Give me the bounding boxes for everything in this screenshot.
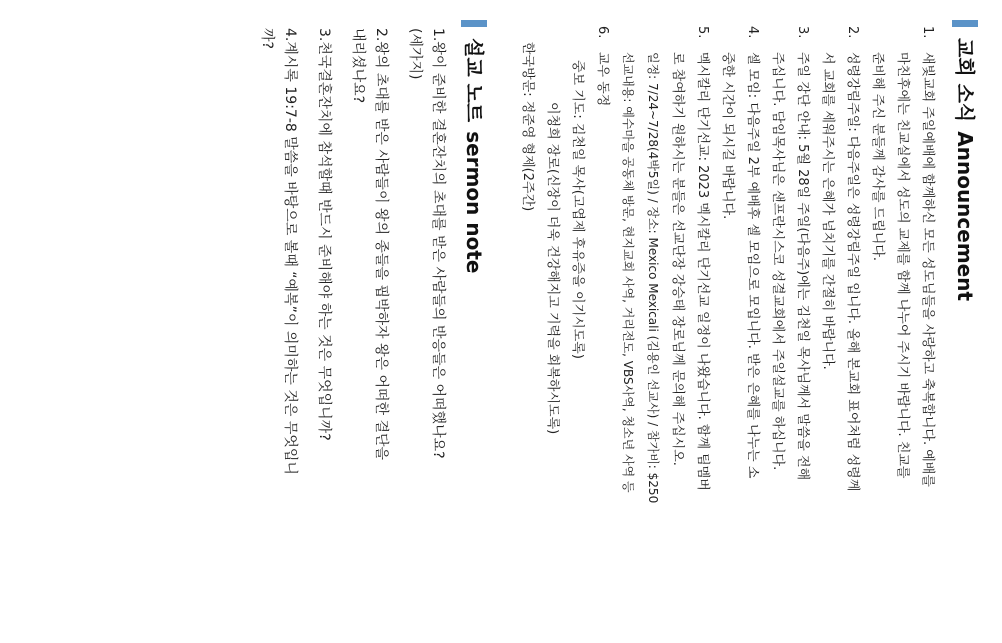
announcement-list (515, 20, 940, 623)
announcement-item-6 (515, 26, 615, 623)
announcement-item-5 (615, 26, 715, 623)
item-number: 4. (745, 26, 760, 39)
item-line: 한국방문: 정준영 형제(2주간) (520, 42, 535, 212)
question-line: 내리셨나요? (350, 28, 366, 104)
sermon-title-ko: 설교 노트 (462, 38, 486, 123)
announcement-item-1 (865, 26, 940, 623)
question-line: 까? (259, 28, 275, 49)
item-number: 6. (595, 26, 610, 39)
sermon-section (255, 20, 487, 623)
item-line: 일정: 7/24~7/28(4박5일) / 장소: Mexico Mexicali (김용인 선교사) / 참가비: $250 (646, 52, 660, 504)
question-line: 1.왕이 준비한 결혼잔치의 초대를 받은 사람들의 반응들은 어떠했나요? (430, 28, 446, 459)
item-line: 중한 시간이 되시길 바랍니다. (720, 52, 735, 220)
sermon-question-2 (346, 28, 392, 623)
item-line: 교우 동정 (595, 52, 610, 107)
item-line: 서 교회를 세워주시는 은혜가 넘치기를 간절히 바랍니다. (820, 52, 835, 370)
question-line: (세가지) (407, 28, 423, 80)
item-line: 마친후에는 친교실에서 성도의 교제를 함께 나누어 주시기 바랍니다. 친교를 (895, 52, 910, 479)
sermon-question-4 (255, 28, 301, 623)
sermon-question-1 (403, 28, 449, 623)
item-line: 주일 강단 안내: 5월 28일 주일(다음주)에는 김천일 목사님께서 말씀을 전해 (795, 52, 810, 481)
item-number: 1. (920, 26, 935, 39)
item-line: 로 참여하기 원하시는 분들은 선교단장 강승태 장로님께 문의해 주십시오. (670, 52, 685, 466)
sermon-questions (255, 20, 449, 623)
question-line: 4.계시록 19:7-8 말씀을 바탕으로 볼때 “예복”이 의미하는 것은 무엇입니 (282, 28, 298, 475)
announcement-item-2 (815, 26, 865, 623)
item-number: 3. (795, 26, 810, 39)
question-line: 2.왕의 초대를 받은 사람들이 왕의 종들을 핍박하자 왕은 어떠한 결단을 (373, 28, 389, 461)
announcement-title-ko: 교회 소식 (953, 38, 977, 123)
item-line: 멕시칼리 단기선교: 2023 멕시칼리 단기선교 일정이 나왔습니다. 함께 팀멤버 (695, 52, 710, 491)
section-gap (487, 20, 515, 623)
item-line: 이청희 장로(신장이 더욱 건강해지고 기력을 회복하시도록) (545, 102, 560, 435)
announcement-item-4 (715, 26, 765, 623)
announcement-title (952, 20, 978, 623)
item-line: 성령강림주일: 다음주일은 성령강림주일 입니다. 올해 본교회 표어처럼 성령께 (845, 52, 860, 492)
item-line: 준비해 주신 분들께 감사를 드립니다. (870, 52, 885, 262)
item-line: 선교내용: 예수마을 공동체 방문, 현지교회 사역, 거리전도, VBS사역, 청소년 사역 등 (621, 52, 635, 493)
sermon-title (461, 20, 487, 623)
item-number: 2. (845, 26, 860, 39)
item-line: 새빛교회 주일예배에 함께하신 모든 성도님들을 사랑하고 축복합니다. 예배를 (920, 52, 935, 487)
announcement-item-3 (765, 26, 815, 623)
item-line: 셀 모임: 다음주일 2부 예배후 셀 모임으로 모입니다. 받은 은혜를 나누는 소 (745, 52, 760, 479)
question-line: 3.천국결혼잔치에 참석할때 반드시 준비해야 하는 것은 무엇입니까? (316, 28, 332, 441)
item-line: 주십니다. 담임목사님은 샌프란시스코 성결교회에서 주일설교를 하십니다. (770, 52, 785, 471)
item-number: 5. (695, 26, 710, 39)
item-line: 중보 기도: 김천일 목사(고엽제 후유증을 이기시도록) (570, 60, 585, 359)
announcement-title-en: Announcement (953, 131, 977, 302)
sermon-title-en: sermon note (462, 131, 486, 274)
sermon-question-3 (312, 28, 335, 623)
